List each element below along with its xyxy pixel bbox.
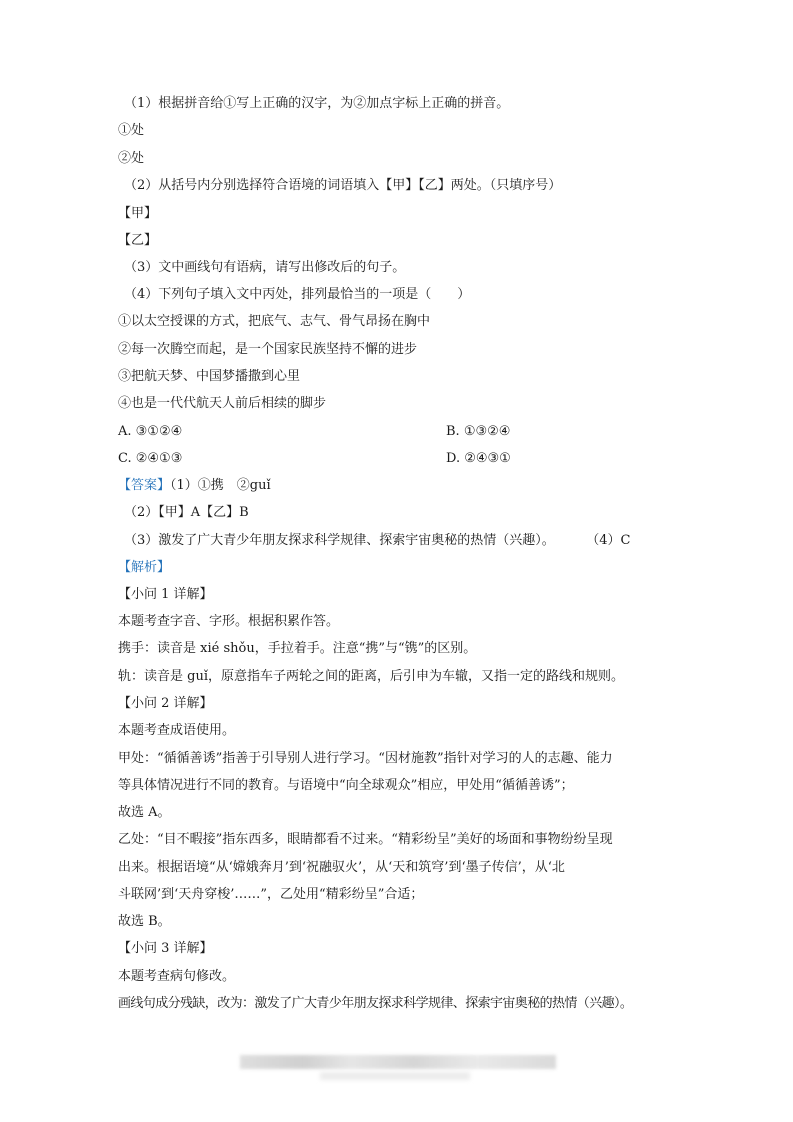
answer-2: （2）【甲】A【乙】B: [124, 505, 249, 520]
option-b: B. ①③②④: [446, 424, 511, 439]
answer-label: 【答案】: [118, 478, 171, 493]
analysis-p5: 甲处：“循循善诱”指善于引导别人进行学习。“因材施教”指针对学习的人的志趣、能力: [118, 751, 613, 766]
analysis-p4: 本题考查成语使用。: [118, 723, 236, 738]
option-d: D. ②④③①: [446, 451, 511, 466]
analysis-p6: 等具体情况进行不同的教育。与语境中“向全球观众”相应，甲处用“循循善诱”；: [118, 778, 574, 793]
analysis-p12: 本题考查病句修改。: [118, 969, 236, 984]
sentence-2: ②每一次腾空而起，是一个国家民族坚持不懈的进步: [118, 342, 418, 357]
option-c: C. ②④①③: [118, 451, 183, 466]
blurred-footer-watermark-sub: [320, 1072, 470, 1080]
question-2-part-b: 【乙】: [118, 233, 158, 248]
analysis-p7: 故选 A。: [118, 805, 171, 820]
analysis-p9: 出来。根据语境“从‘嫦娥奔月’到‘祝融驭火’，从‘天和筑穹’到‘墨子传信’，从‘北: [118, 860, 565, 875]
analysis-p1: 本题考查字音、字形。根据积累作答。: [118, 614, 340, 629]
analysis-p11: 故选 B。: [118, 914, 171, 929]
question-2: （2）从括号内分别选择符合语境的词语填入【甲】【乙】两处。（只填序号）: [124, 178, 562, 193]
answer-4: （4）C: [592, 533, 631, 548]
sub-question-3-heading: 【小问 3 详解】: [118, 941, 213, 956]
answer-3: （3）激发了广大青少年朋友探求科学规律、探索宇宙奥秘的热情（兴趣）。: [124, 533, 555, 548]
question-1: （1）根据拼音给①写上正确的汉字，为②加点字标上正确的拼音。: [124, 96, 510, 111]
analysis-p10: 斗联网’到‘天舟穿梭’……”，乙处用“精彩纷呈”合适；: [118, 887, 424, 902]
answer-line-3: [124, 532, 694, 550]
analysis-p8: 乙处：“目不暇接”指东西多，眼睛都看不过来。“精彩纷呈”美好的场面和事物纷纷呈现: [118, 832, 613, 847]
option-a: A. ③①②④: [118, 424, 183, 439]
question-1-part-a: ①处: [118, 123, 145, 138]
analysis-p13: 画线句成分残缺，改为：激发了广大青少年朋友探求科学规律、探索宇宙奥秘的热情（兴趣）。: [118, 996, 633, 1011]
answer-line-1: [118, 477, 688, 495]
analysis-label: 【解析】: [118, 560, 171, 575]
analysis-p3: 轨：读音是 guǐ，原意指车子两轮之间的距离，后引申为车辙，又指一定的路线和规则。: [118, 669, 624, 684]
sub-question-1-heading: 【小问 1 详解】: [118, 587, 213, 602]
question-3: （3）文中画线句有语病，请写出修改后的句子。: [124, 260, 406, 275]
sentence-3: ③把航天梦、中国梦播撒到心里: [118, 369, 301, 384]
answer-1: （1）①携 ②guǐ: [170, 478, 271, 493]
question-2-part-a: 【甲】: [118, 206, 158, 221]
question-1-part-b: ②处: [118, 151, 145, 166]
analysis-p2: 携手：读音是 xié shǒu，手拉着手。注意“携”与“镌”的区别。: [118, 641, 477, 656]
blurred-footer-watermark: [240, 1055, 556, 1069]
sentence-4: ④也是一代代航天人前后相续的脚步: [118, 396, 327, 411]
sub-question-2-heading: 【小问 2 详解】: [118, 696, 213, 711]
sentence-1: ①以太空授课的方式，把底气、志气、骨气昂扬在胸中: [118, 314, 431, 329]
question-4: （4）下列句子填入文中丙处，排列最恰当的一项是（ ）: [124, 287, 471, 302]
